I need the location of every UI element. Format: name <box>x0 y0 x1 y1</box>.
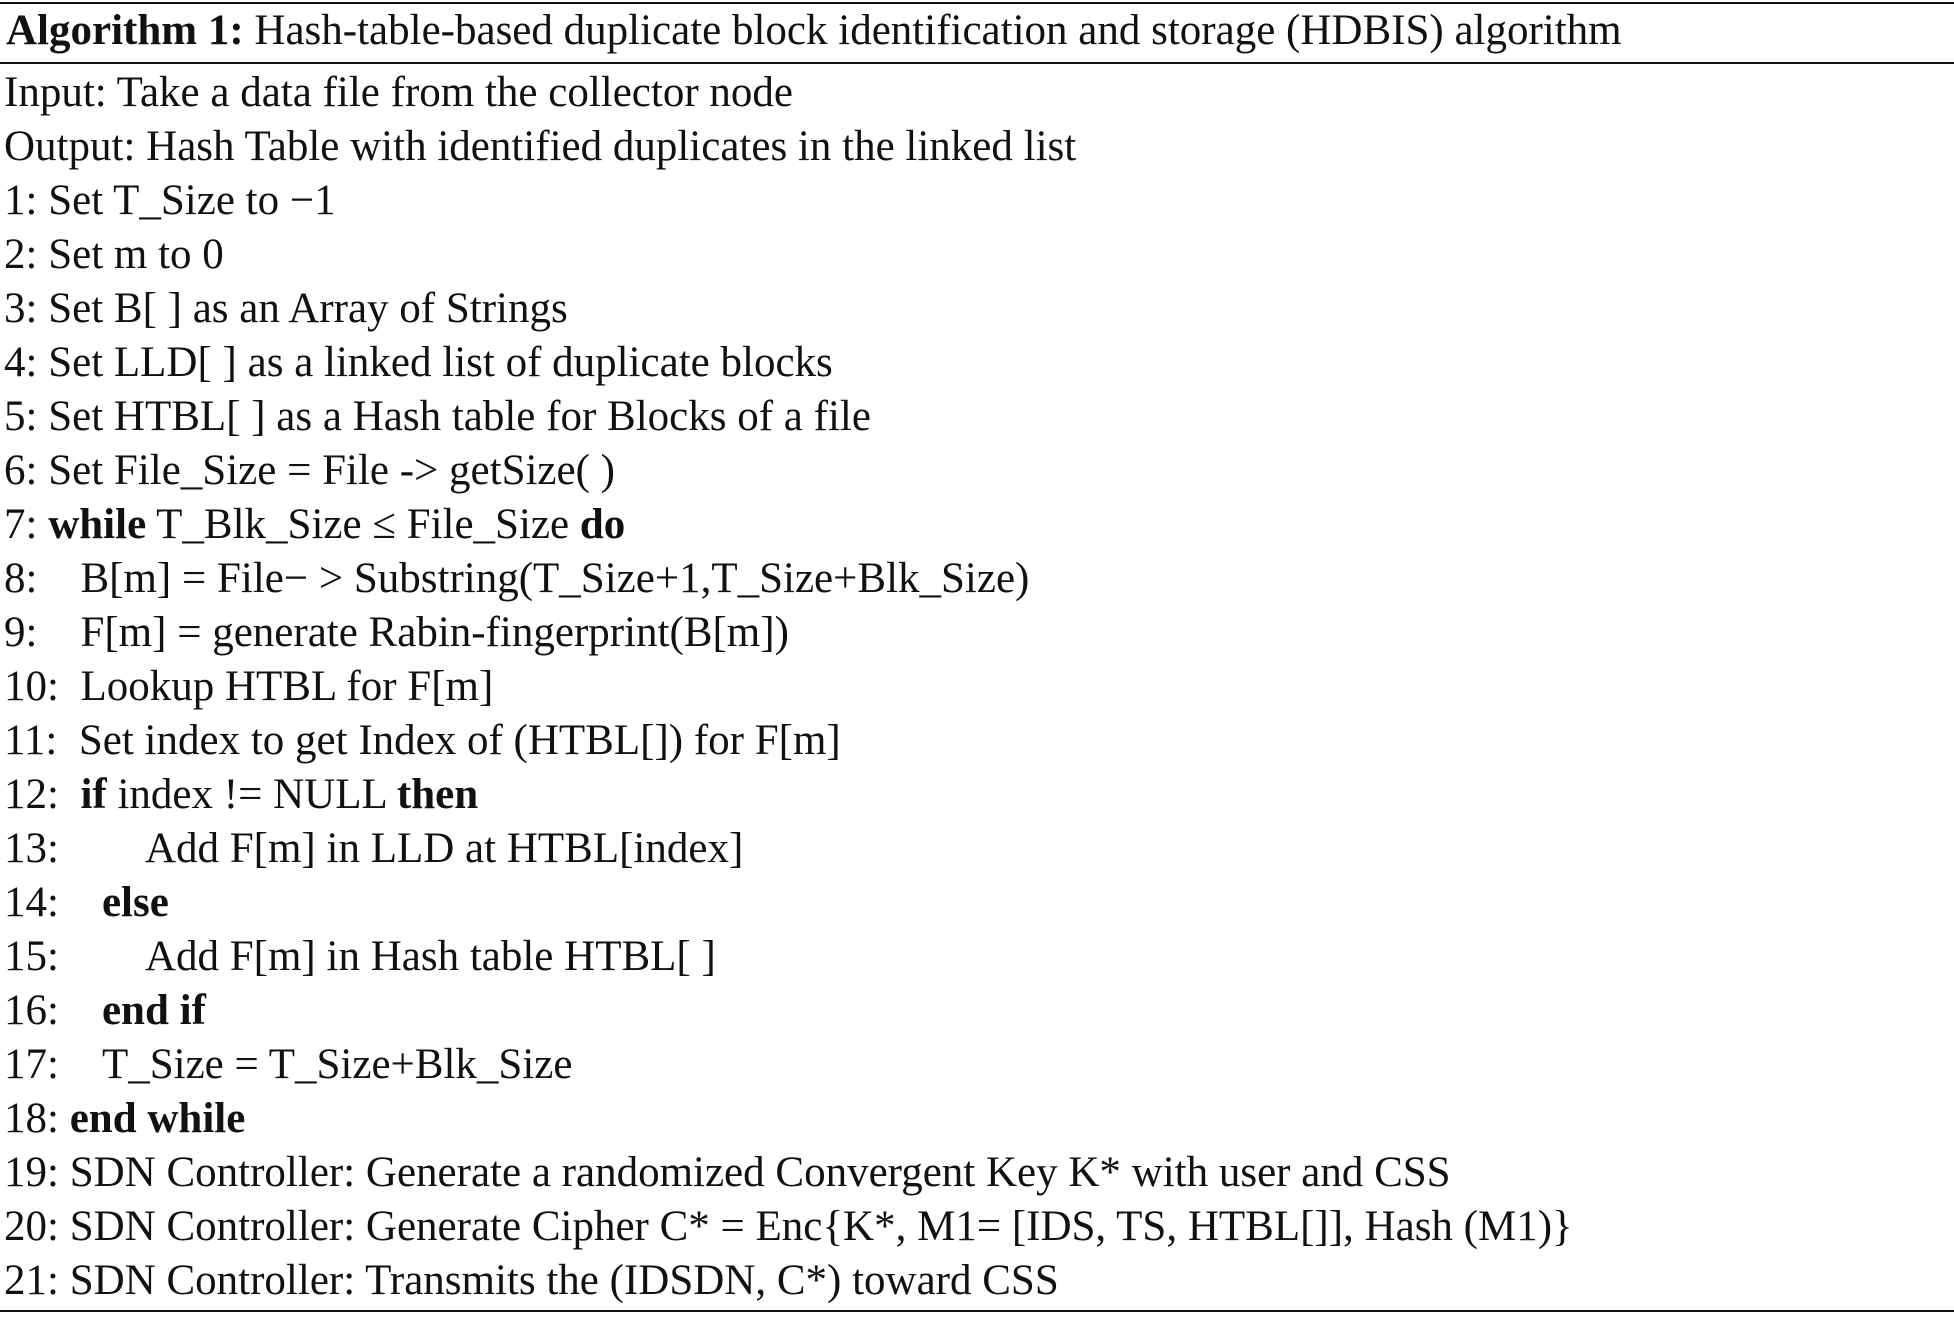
output-line: Output: Hash Table with identified duplicates in the linked list <box>4 123 1077 170</box>
step-line <box>4 390 1950 444</box>
keyword-do: do <box>579 501 626 548</box>
step-line <box>4 984 1950 1038</box>
step-number: 11: <box>4 717 79 764</box>
step-number: 1: <box>4 177 49 224</box>
step-line <box>4 768 1950 822</box>
step-number: 5: <box>4 393 49 440</box>
step-line <box>4 1200 1950 1254</box>
keyword-while: while <box>48 501 147 548</box>
step-number: 20: <box>4 1203 70 1250</box>
algorithm-body <box>4 66 1950 1308</box>
algorithm-title: Hash-table-based duplicate block identification and storage (HDBIS) algorithm <box>254 7 1622 54</box>
header-rule <box>0 62 1954 64</box>
step-number: 12: <box>4 771 81 818</box>
step-line <box>4 552 1950 606</box>
step-text: Set LLD[ ] as a linked list of duplicate blocks <box>48 339 833 386</box>
step-line <box>4 444 1950 498</box>
step-text: T_Size = T_Size+Blk_Size <box>101 1041 573 1088</box>
step-text: F[m] = generate Rabin-fingerprint(B[m]) <box>80 609 789 656</box>
step-text: Set HTBL[ ] as a Hash table for Blocks of a file <box>48 393 871 440</box>
step-text: T_Blk_Size ≤ File_Size <box>146 501 580 548</box>
step-line <box>4 174 1950 228</box>
step-text: Add F[m] in Hash table HTBL[ ] <box>144 933 716 980</box>
step-line <box>4 660 1950 714</box>
step-line <box>4 1254 1950 1308</box>
step-line <box>4 822 1950 876</box>
step-line <box>4 930 1950 984</box>
step-text: Set File_Size = File -> getSize( ) <box>48 447 615 494</box>
step-text: Set index to get Index of (HTBL[]) for F[m] <box>78 717 841 764</box>
step-text: Add F[m] in LLD at HTBL[index] <box>144 825 744 872</box>
step-text: index != NULL <box>106 771 397 818</box>
step-line <box>4 336 1950 390</box>
step-number: 6: <box>4 447 49 494</box>
step-line <box>4 1146 1950 1200</box>
keyword-else: else <box>101 879 169 926</box>
keyword-end-while: end while <box>69 1095 246 1142</box>
keyword-if: if <box>80 771 107 818</box>
step-text: SDN Controller: Transmits the (IDSDN, C*) toward CSS <box>69 1257 1059 1304</box>
step-line <box>4 876 1950 930</box>
step-text: Set B[ ] as an Array of Strings <box>48 285 568 332</box>
step-number: 18: <box>4 1095 70 1142</box>
algorithm-header <box>6 4 1622 58</box>
step-text: SDN Controller: Generate a randomized Convergent Key K* with user and CSS <box>69 1149 1451 1196</box>
step-number: 2: <box>4 231 49 278</box>
step-number: 7: <box>4 501 49 548</box>
step-number: 9: <box>4 609 81 656</box>
step-text: Set T_Size to −1 <box>48 177 336 224</box>
keyword-end-if: end if <box>101 987 206 1034</box>
step-number: 3: <box>4 285 49 332</box>
step-number: 10: <box>4 663 81 710</box>
input-line: Input: Take a data file from the collector node <box>4 69 793 116</box>
step-number: 17: <box>4 1041 102 1088</box>
step-number: 8: <box>4 555 81 602</box>
step-number: 19: <box>4 1149 70 1196</box>
algorithm-label: Algorithm 1: <box>6 7 244 54</box>
step-number: 13: <box>4 825 145 872</box>
step-line <box>4 228 1950 282</box>
step-number: 16: <box>4 987 102 1034</box>
bottom-rule <box>0 1310 1954 1312</box>
step-text: SDN Controller: Generate Cipher C* = Enc{K*, M1= [IDS, TS, HTBL[]], Hash (M1)} <box>69 1203 1573 1250</box>
step-text: B[m] = File− > Substring(T_Size+1,T_Size+Blk_Size) <box>80 555 1030 602</box>
step-line <box>4 1038 1950 1092</box>
step-line <box>4 606 1950 660</box>
step-number: 4: <box>4 339 49 386</box>
keyword-then: then <box>396 771 479 818</box>
step-text: Set m to 0 <box>48 231 224 278</box>
step-line <box>4 498 1950 552</box>
step-line <box>4 282 1950 336</box>
step-number: 21: <box>4 1257 70 1304</box>
step-text: Lookup HTBL for F[m] <box>80 663 494 710</box>
step-line <box>4 714 1950 768</box>
step-number: 14: <box>4 879 102 926</box>
step-number: 15: <box>4 933 145 980</box>
step-line <box>4 1092 1950 1146</box>
